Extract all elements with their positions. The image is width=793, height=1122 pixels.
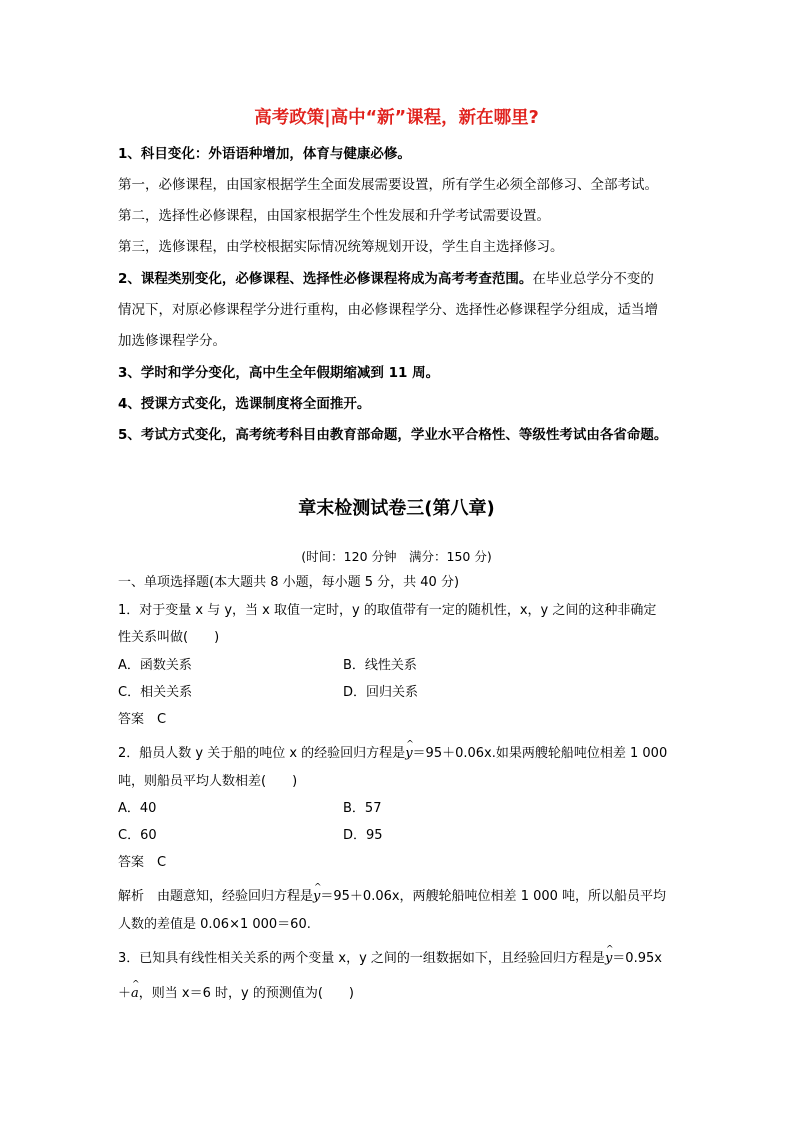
question-2-answer: 答案 C [118,855,167,870]
question-2-option-a: A．40 [118,801,157,816]
policy-paragraph-4: 第三，选修课程，由学校根据实际情况统筹规划开设，学生自主选择修习。 [118,239,564,255]
question-2-option-b: B．57 [343,801,382,816]
question-3-stem-line-1 [118,950,662,968]
question-2-analysis-pre: 解析 由题意知，经验回归方程是 [118,889,314,904]
exam-title: 章末检测试卷三(第八章) [298,498,495,519]
question-1-option-d: D．回归关系 [343,685,419,700]
policy-paragraph-9: 4、授课方式变化，选课制度将全面推开。 [118,396,371,412]
question-2-option-d: D．95 [343,828,383,843]
exam-time-info: (时间：120 分钟 满分：150 分) [301,549,492,564]
policy-paragraph-2: 第一，必修课程，由国家根据学生全面发展需要设置，所有学生必须全部修习、全部考试。 [118,177,658,193]
question-1-stem-line-1: 1．对于变量 x 与 y，当 x 取值一定时，y 的取值带有一定的随机性，x，y 之间的这种非确定 [118,603,657,618]
policy-paragraph-3: 第二，选择性必修课程，由国家根据学生个性发展和升学考试需要设置。 [118,208,550,224]
a-hat-symbol: ^ a [131,985,139,1003]
question-2-analysis-line-2: 人数的差值是 0.06×1 000＝60. [118,917,311,932]
policy-paragraph-8: 3、学时和学分变化，高中生全年假期缩减到 11 周。 [118,365,440,381]
policy-paragraph-1: 1、科目变化：外语语种增加，体育与健康必修。 [118,146,411,162]
policy-paragraph-5-bold: 2、课程类别变化，必修课程、选择性必修课程将成为高考考查范围。 [118,271,533,287]
y-hat-symbol: ^ y [605,950,612,968]
question-2-stem-line-2: 吨，则船员平均人数相差( ) [118,774,298,789]
policy-paragraph-6: 情况下，对原必修课程学分进行重构，由必修课程学分、选择性必修课程学分组成，适当增 [118,302,658,318]
question-3-stem-post: ＝0.95x [612,951,662,966]
question-1-option-b: B．线性关系 [343,658,417,673]
policy-paragraph-7: 加选修课程学分。 [118,333,226,349]
question-3-stem-pre: 3．已知具有线性相关关系的两个变量 x，y 之间的一组数据如下，且经验回归方程是 [118,951,605,966]
question-3-stem-line-2 [118,985,354,1003]
question-2-option-c: C．60 [118,828,157,843]
question-2-analysis-post: ＝95＋0.06x，两艘轮船吨位相差 1 000 吨，所以船员平均 [320,889,667,904]
policy-paragraph-5 [118,270,654,288]
question-2-stem-pre: 2．船员人数 y 关于船的吨位 x 的经验回归方程是 [118,746,406,761]
question-1-answer: 答案 C [118,712,167,727]
question-3-line2-pre: ＋ [118,986,132,1001]
y-hat-symbol: ^ y [313,888,320,906]
question-3-line2-post: ，则当 x＝6 时，y 的预测值为( ) [138,986,354,1001]
question-1-option-c: C．相关关系 [118,685,193,700]
policy-paragraph-10: 5、考试方式变化，高考统考科目由教育部命题，学业水平合格性、等级性考试由各省命题。 [118,427,668,443]
policy-paragraph-5-rest: 在毕业总学分不变的 [532,271,654,287]
y-hat-symbol: ^ y [405,745,412,763]
policy-title: 高考政策|高中“新”课程，新在哪里? [254,108,539,128]
question-1-stem-line-2: 性关系叫做( ) [118,630,220,645]
question-2-stem-line-1 [118,745,667,763]
question-1-option-a: A．函数关系 [118,658,192,673]
question-2-analysis-line-1 [118,888,666,906]
section-heading: 一、单项选择题(本大题共 8 小题，每小题 5 分，共 40 分) [118,575,460,590]
question-2-stem-post: ＝95＋0.06x.如果两艘轮船吨位相差 1 000 [412,746,668,761]
